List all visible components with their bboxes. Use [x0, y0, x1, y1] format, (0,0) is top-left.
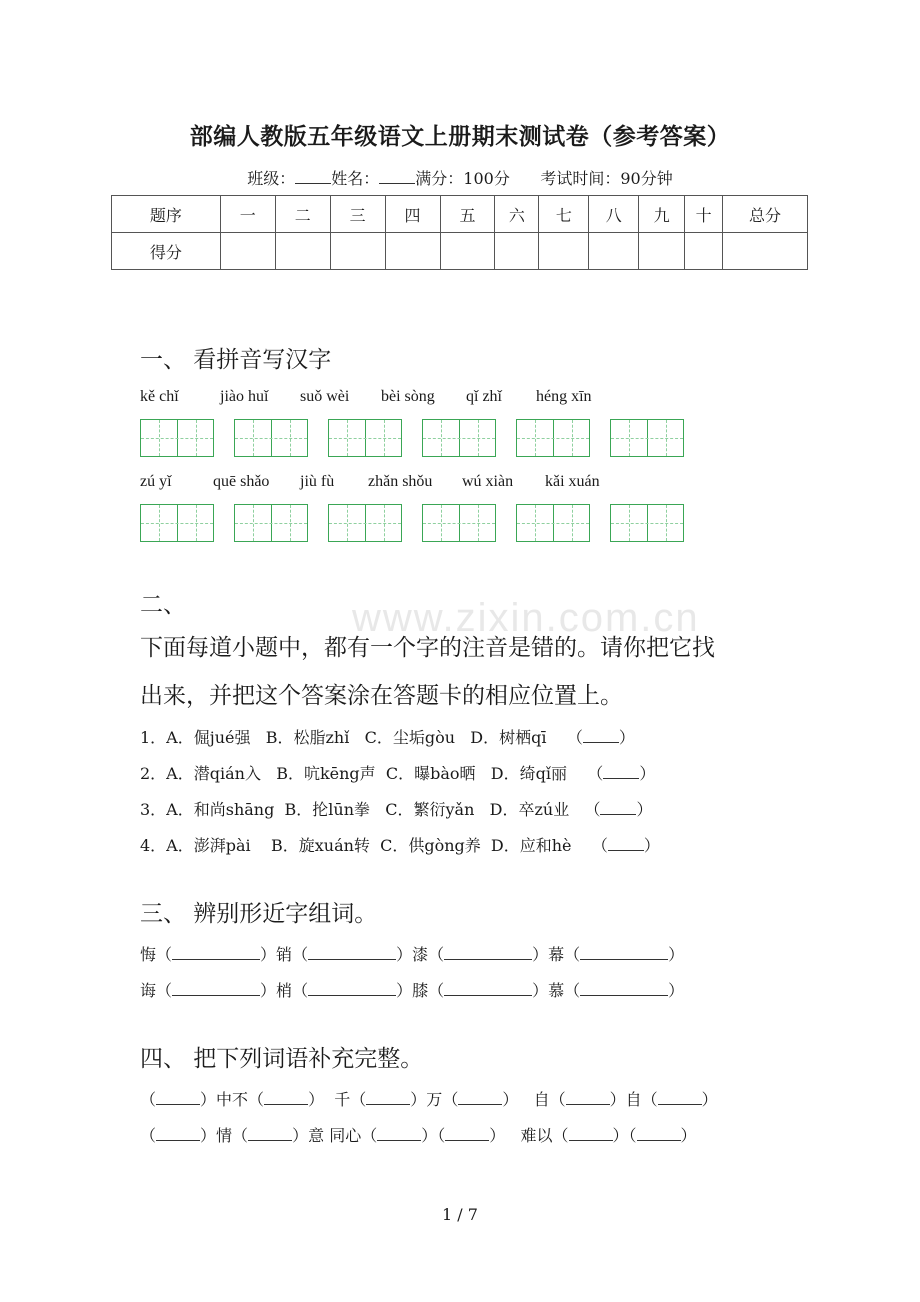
- idiom-blank[interactable]: [637, 1126, 681, 1141]
- pinyin-2-5: wú xiàn: [462, 473, 514, 490]
- section2-instruction-2: 出来，并把这个答案涂在答题卡的相应位置上。: [140, 683, 623, 709]
- name-blank[interactable]: [379, 169, 415, 184]
- score-cell[interactable]: [589, 233, 639, 270]
- header-cell: 八: [589, 196, 639, 233]
- pinyin-2-6: kǎi xuán: [545, 473, 600, 490]
- exam-meta: [0, 166, 920, 189]
- idiom-blank[interactable]: [658, 1090, 702, 1105]
- writing-box[interactable]: [516, 419, 590, 457]
- word-blank[interactable]: [580, 981, 668, 996]
- question-4: 4．A．澎湃pài B．旋xuán转 C．供gòng养 D．应和hè （ ）: [140, 836, 660, 855]
- score-cell[interactable]: [330, 233, 385, 270]
- idiom-blank[interactable]: [366, 1090, 410, 1105]
- score-cell[interactable]: [275, 233, 330, 270]
- score-table-row: [112, 233, 808, 270]
- answer-blank[interactable]: [608, 836, 644, 851]
- idiom-blank[interactable]: [445, 1126, 489, 1141]
- writing-box[interactable]: [516, 504, 590, 542]
- header-cell: 四: [385, 196, 440, 233]
- watermark: www.zixin.com.cn: [352, 596, 700, 640]
- header-cell: 二: [275, 196, 330, 233]
- writing-box[interactable]: [234, 504, 308, 542]
- header-cell: 十: [685, 196, 723, 233]
- writing-box[interactable]: [328, 419, 402, 457]
- word-blank[interactable]: [172, 945, 260, 960]
- writing-box[interactable]: [610, 419, 684, 457]
- section2-instruction-1: 下面每道小题中，都有一个字的注音是错的。请你把它找: [140, 635, 715, 661]
- pinyin-1-2: jiào huǐ: [220, 388, 269, 405]
- score-cell[interactable]: [639, 233, 685, 270]
- answer-blank[interactable]: [583, 728, 619, 743]
- header-cell: 题序: [112, 196, 221, 233]
- word-blank[interactable]: [444, 945, 532, 960]
- row-label: 得分: [112, 233, 221, 270]
- answer-blank[interactable]: [600, 800, 636, 815]
- header-cell: 七: [539, 196, 589, 233]
- writing-box[interactable]: [422, 504, 496, 542]
- page-number: 1 / 7: [442, 1205, 478, 1224]
- word-blank[interactable]: [580, 945, 668, 960]
- header-cell: 五: [440, 196, 495, 233]
- idiom-blank[interactable]: [264, 1090, 308, 1105]
- pinyin-2-3: jiù fù: [300, 473, 335, 490]
- idiom-row-2: （ ）情（ ）意 同心（ ）（ ） 难以（ ）（ ）: [140, 1126, 697, 1145]
- header-cell: 三: [330, 196, 385, 233]
- header-cell: 总分: [723, 196, 808, 233]
- idiom-blank[interactable]: [569, 1126, 613, 1141]
- question-2: 2．A．潜qián入 B．吭kēng声 C．曝bào晒 D．绮qǐ丽 （ ）: [140, 764, 656, 783]
- idiom-blank[interactable]: [458, 1090, 502, 1105]
- idiom-blank[interactable]: [156, 1126, 200, 1141]
- score-cell[interactable]: [385, 233, 440, 270]
- question-3: 3．A．和尚shāng B．抡lūn拳 C．繁衍yǎn D．卒zú业 （ ）: [140, 800, 653, 819]
- pinyin-2-2: quē shǎo: [213, 473, 270, 490]
- score-table: [111, 195, 808, 270]
- page-title: 部编人教版五年级语文上册期末测试卷（参考答案）: [189, 123, 731, 150]
- writing-box[interactable]: [234, 419, 308, 457]
- score-cell[interactable]: [495, 233, 539, 270]
- idiom-blank[interactable]: [377, 1126, 421, 1141]
- score-cell[interactable]: [440, 233, 495, 270]
- class-blank[interactable]: [295, 169, 331, 184]
- question-1: 1．A．倔jué强 B．松脂zhǐ C．尘垢gòu D．树栖qī （ ）: [140, 728, 635, 747]
- class-label: 班级：: [247, 169, 296, 188]
- score-cell[interactable]: [685, 233, 723, 270]
- score-table-header: [112, 196, 808, 233]
- similar-chars-row-2: 诲（ ）梢（ ）膝（ ）慕（ ）: [140, 981, 685, 1000]
- name-label: 姓名：: [331, 169, 380, 188]
- full-score: 满分：100分: [415, 169, 510, 188]
- idiom-blank[interactable]: [156, 1090, 200, 1105]
- exam-time: 考试时间：90分钟: [540, 169, 673, 188]
- word-blank[interactable]: [444, 981, 532, 996]
- writing-box[interactable]: [610, 504, 684, 542]
- pinyin-1-6: héng xīn: [536, 388, 592, 405]
- pinyin-1-4: bèi sòng: [381, 388, 435, 405]
- idiom-blank[interactable]: [248, 1126, 292, 1141]
- pinyin-1-5: qǐ zhǐ: [466, 388, 502, 405]
- writing-box[interactable]: [140, 419, 214, 457]
- pinyin-1-3: suǒ wèi: [300, 388, 350, 405]
- section3-heading: 三、 辨别形近字组词。: [140, 901, 378, 927]
- header-cell: 六: [495, 196, 539, 233]
- section2-heading: 二、: [140, 592, 186, 618]
- pinyin-2-1: zú yǐ: [140, 473, 172, 490]
- writing-box[interactable]: [422, 419, 496, 457]
- idiom-blank[interactable]: [566, 1090, 610, 1105]
- score-cell[interactable]: [539, 233, 589, 270]
- word-blank[interactable]: [308, 945, 396, 960]
- idiom-row-1: （ ）中不（ ） 千（ ）万（ ） 自（ ）自（ ）: [140, 1090, 718, 1109]
- header-cell: 一: [220, 196, 275, 233]
- header-cell: 九: [639, 196, 685, 233]
- similar-chars-row-1: 悔（ ）销（ ）漆（ ）幕（ ）: [140, 945, 685, 964]
- pinyin-1-1: kě chǐ: [140, 388, 179, 405]
- score-cell[interactable]: [220, 233, 275, 270]
- writing-box[interactable]: [140, 504, 214, 542]
- word-blank[interactable]: [172, 981, 260, 996]
- writing-box[interactable]: [328, 504, 402, 542]
- section4-heading: 四、 把下列词语补充完整。: [140, 1046, 424, 1072]
- section1-heading: 一、 看拼音写汉字: [140, 347, 332, 373]
- answer-blank[interactable]: [603, 764, 639, 779]
- pinyin-2-4: zhǎn shǒu: [368, 473, 433, 490]
- word-blank[interactable]: [308, 981, 396, 996]
- score-cell[interactable]: [723, 233, 808, 270]
